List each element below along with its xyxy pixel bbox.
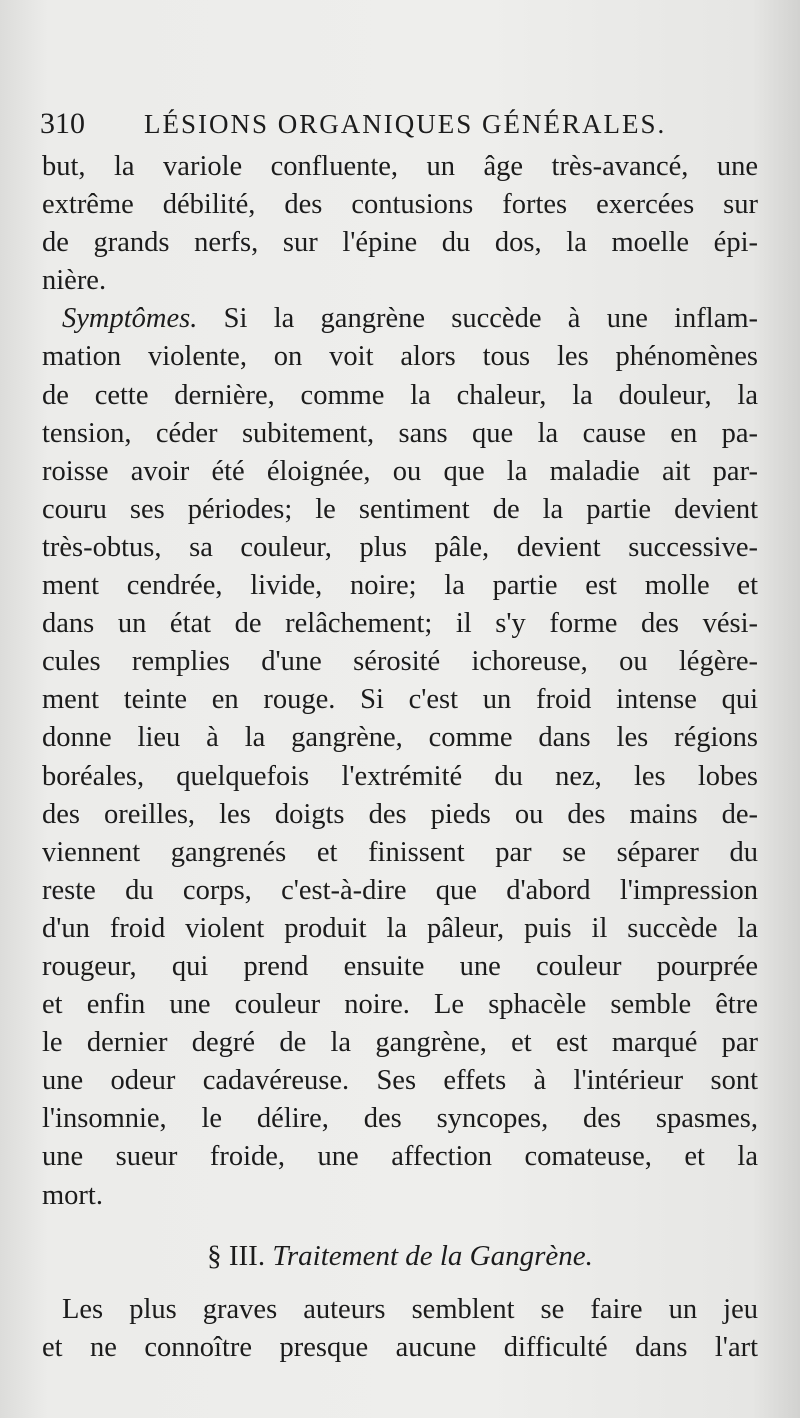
- text-line: cules remplies d'une sérosité ichoreuse, ou légère-: [42, 646, 758, 678]
- text-line-rest: Si la gangrène succède à une inflam-: [223, 303, 758, 335]
- text-line: de cette dernière, comme la chaleur, la douleur, la: [42, 379, 758, 411]
- text-line: couru ses périodes; le sentiment de la partie devient: [42, 493, 758, 525]
- text-line: tension, céder subitement, sans que la cause en pa-: [42, 417, 758, 449]
- text-line: viennent gangrenés et finissent par se séparer du: [42, 836, 758, 868]
- text-line: l'insomnie, le délire, des syncopes, des spasmes,: [42, 1103, 758, 1135]
- paragraph-2: [42, 300, 758, 1214]
- text-line: le dernier degré de la gangrène, et est marqué par: [42, 1027, 758, 1059]
- text-line: but, la variole confluente, un âge très-avancé, une: [42, 151, 758, 182]
- page-number: 310: [40, 107, 85, 140]
- running-head: LÉSIONS ORGANIQUES GÉNÉRALES.: [144, 109, 667, 139]
- text-line: rougeur, qui prend ensuite une couleur pourprée: [42, 950, 758, 982]
- text-line: des oreilles, les doigts des pieds ou des mains de-: [42, 798, 758, 830]
- text-line: et ne connoître presque aucune difficulté dans l'art: [42, 1331, 758, 1363]
- paragraph-3: [42, 1291, 758, 1367]
- text-line: une odeur cadavéreuse. Ses effets à l'intérieur sont: [42, 1065, 758, 1097]
- section-number: § III.: [207, 1239, 266, 1272]
- text-line: roisse avoir été éloignée, ou que la maladie ait par-: [42, 455, 758, 487]
- text-line: ment cendrée, livide, noire; la partie est molle et: [42, 570, 758, 602]
- text-line: de grands nerfs, sur l'épine du dos, la moelle épi-: [42, 227, 758, 259]
- text-line: ment teinte en rouge. Si c'est un froid intense qui: [42, 684, 758, 716]
- text-line: dans un état de relâchement; il s'y forme des vési-: [42, 608, 758, 640]
- text-line: [42, 300, 758, 338]
- text-line: mort.: [42, 1179, 103, 1211]
- text-line: mation violente, on voit alors tous les phénomènes: [42, 341, 758, 373]
- section-title: Traitement de la Gangrène.: [272, 1239, 593, 1272]
- text-line: boréales, quelquefois l'extrémité du nez, les lobes: [42, 760, 758, 792]
- paragraph-1: [42, 148, 758, 300]
- text-line: extrême débilité, des contusions fortes exercées sur: [42, 189, 758, 221]
- section-heading: [42, 1227, 758, 1285]
- text-line: reste du corps, c'est-à-dire que d'abord l'impression: [42, 874, 758, 906]
- text-line: une sueur froide, une affection comateuse, et la: [42, 1141, 758, 1173]
- text-line: et enfin une couleur noire. Le sphacèle semble être: [42, 989, 758, 1021]
- page-header: [40, 104, 760, 144]
- text-line: Les plus graves auteurs semblent se faire un jeu: [62, 1293, 758, 1325]
- text-line: d'un froid violent produit la pâleur, puis il succède la: [42, 912, 758, 944]
- body-text: [42, 148, 758, 1367]
- text-line: nière.: [42, 265, 107, 297]
- text-line: donne lieu à la gangrène, comme dans les régions: [42, 722, 758, 754]
- text-line: très-obtus, sa couleur, plus pâle, devient successive-: [42, 531, 758, 563]
- symptoms-lead: Symptômes.: [62, 303, 198, 335]
